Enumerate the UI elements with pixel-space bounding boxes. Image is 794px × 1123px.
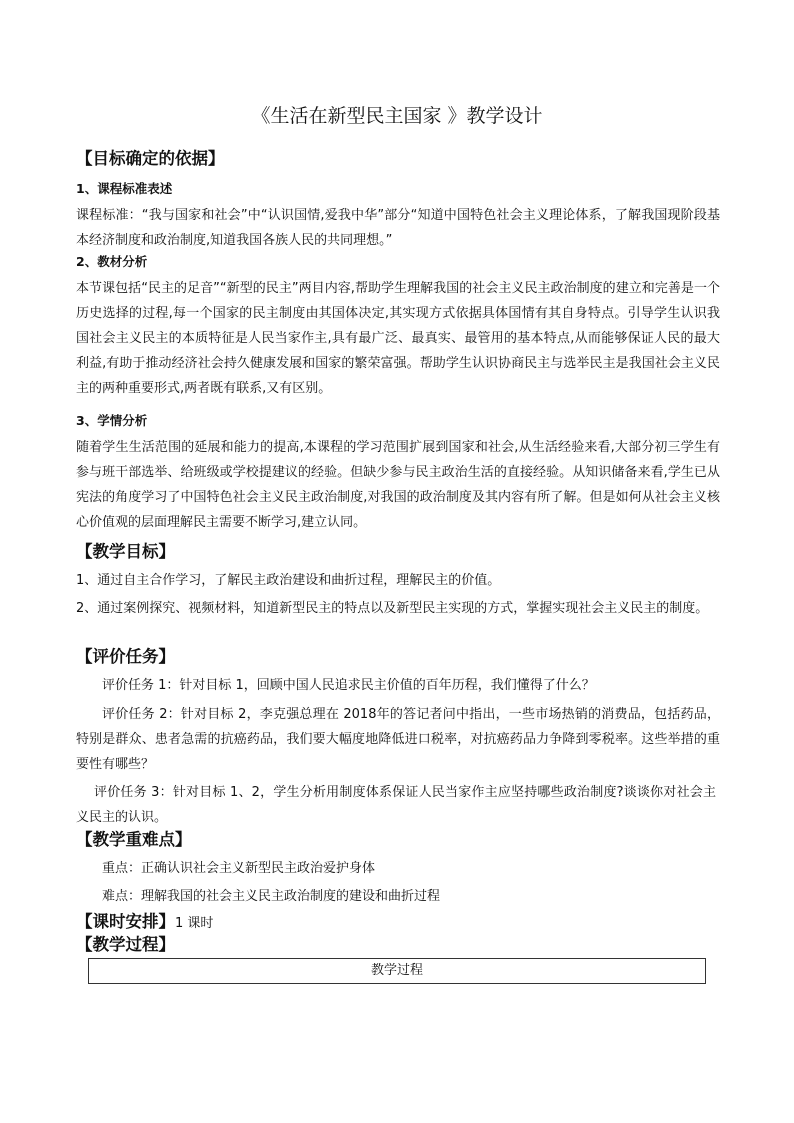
heading-goals: 【教学目标】 <box>76 542 175 561</box>
schedule-heading-text: 【课时安排】 <box>76 912 175 931</box>
difficulty-point: 难点：理解我国的社会主义民主政治制度的建设和曲折过程 <box>102 889 441 904</box>
paragraph-standard: 课程标准：“我与国家和社会”中“认识国情,爱我中华”部分“知道中国特色社会主义理论体系，了解我国现阶段基本经济制度和政治制度,知道我国各族人民的共同理想。” <box>76 208 720 248</box>
paragraph-students: 随着学生生活范围的延展和能力的提高,本课程的学习范围扩展到国家和社会,从生活经验来看,大部分初三学生有参与班干部选举、给班级或学校提建议的经验。但缺少参与民主政治生活的直接经验。从知识储备来看,学生已从宪法的角度学习了中国特色社会主义民主政治制度,对我国的政治制度及其内容有所了解。但是如何从社会主义核心价值观的层面理解民主需要不断学习,建立认同。 <box>76 440 720 530</box>
schedule-value: 1 课时 <box>175 916 214 931</box>
key-point: 重点：正确认识社会主义新型民主政治爱护身体 <box>102 861 376 876</box>
heading-key-points: 【教学重难点】 <box>76 830 192 849</box>
subheading-students: 3、学情分析 <box>76 413 148 428</box>
heading-schedule <box>76 911 213 935</box>
document-title: 《生活在新型民主国家 》教学设计 <box>251 105 543 127</box>
heading-basis: 【目标确定的依据】 <box>76 149 225 168</box>
heading-process: 【教学过程】 <box>76 935 175 954</box>
process-table-header: 教学过程 <box>88 958 706 984</box>
task-item-1: 评价任务 1：针对目标 1，回顾中国人民追求民主价值的百年历程，我们懂得了什么？ <box>102 678 595 693</box>
subheading-textbook: 2、教材分析 <box>76 254 148 269</box>
task-item-3: 评价任务 3：针对目标 1、2，学生分析用制度体系保证人民当家作主应坚持哪些政治制度?谈谈你对社会主义民主的认识。 <box>76 785 716 825</box>
subheading-standard: 1、课程标准表述 <box>76 181 173 196</box>
paragraph-textbook: 本节课包括“民主的足音”“新型的民主”两目内容,帮助学生理解我国的社会主义民主政治制度的建立和完善是一个历史选择的过程,每一个国家的民主制度由其国体决定,其实现方式依据具体国情有其自身特点。引导学生认识我国社会主义民主的本质特征是人民当家作主,具有最广泛、最真实、最管用的基本特点,从而能够保证人民的最大利益,有助于推动经济社会持久健康发展和国家的繁荣富强。帮助学生认识协商民主与选举民主是我国社会主义民主的两种重要形式,两者既有联系,又有区别。 <box>76 281 720 396</box>
task-item-2: 评价任务 2：针对目标 2，李克强总理在 2018年的答记者问中指出，一些市场热销的消费品，包括药品，特别是群众、患者急需的抗癌药品，我们要大幅度地降低进口税率，对抗癌药品力争降到零税率。这些举措的重要性有哪些？ <box>76 707 720 772</box>
goal-item-1: 1、通过自主合作学习，了解民主政治建设和曲折过程，理解民主的价值。 <box>76 573 501 588</box>
heading-tasks: 【评价任务】 <box>76 647 175 666</box>
goal-item-2: 2、通过案例探究、视频材料，知道新型民主的特点以及新型民主实现的方式，掌握实现社会主义民主的制度。 <box>76 601 709 616</box>
